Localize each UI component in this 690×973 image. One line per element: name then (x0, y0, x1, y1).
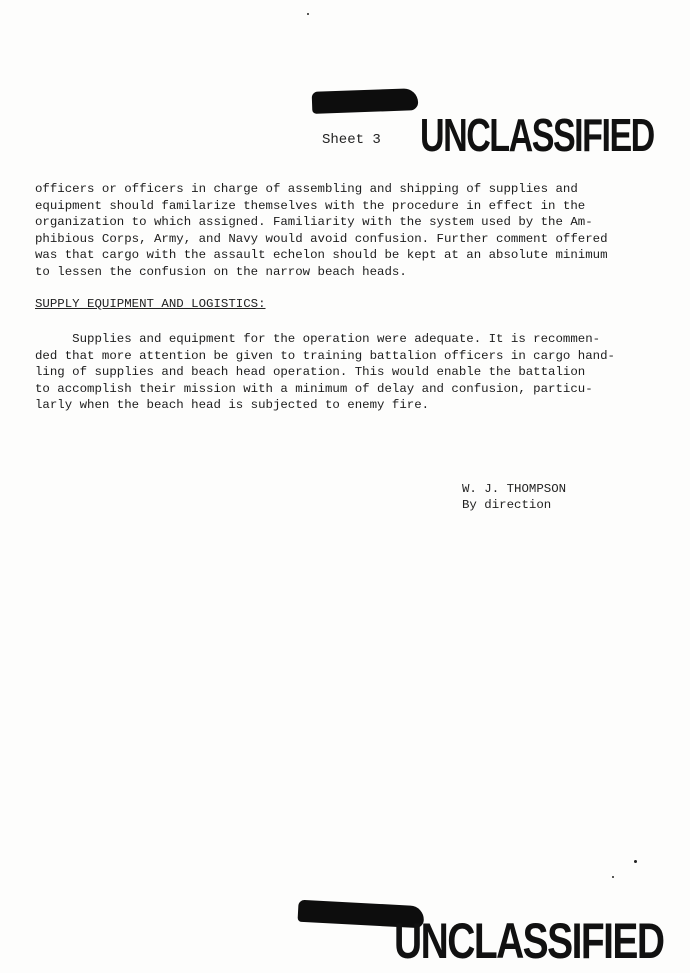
paragraph-1 (35, 181, 687, 280)
section-heading: SUPPLY EQUIPMENT AND LOGISTICS: (35, 297, 266, 311)
paragraph-line: larly when the beach head is subjected to enemy fire. (35, 398, 430, 412)
scan-speck (634, 860, 637, 863)
signature-title: By direction (462, 498, 552, 512)
paragraph-line: ded that more attention be given to training battalion officers in cargo hand- (35, 348, 615, 363)
top-redaction-bar (312, 88, 419, 114)
paragraph-line: to accomplish their mission with a minimum of delay and confusion, particu- (35, 381, 593, 396)
paragraph-2 (35, 331, 687, 414)
paragraph-line: ling of supplies and beach head operation. This would enable the battalion (35, 365, 586, 379)
paragraph-line: Supplies and equipment for the operation were adequate. It is recommen- (35, 332, 601, 346)
paragraph-line: equipment should familarize themselves with the procedure in effect in the (35, 198, 586, 213)
bottom-classification-stamp: UNCLASSIFIED (394, 913, 664, 969)
paragraph-line: to lessen the confusion on the narrow beach heads. (35, 264, 407, 279)
sheet-label: Sheet 3 (322, 132, 381, 148)
paragraph-line: was that cargo with the assault echelon should be kept at an absolute minimum (35, 248, 608, 262)
paragraph-line: officers or officers in charge of assembling and shipping of supplies and (35, 182, 578, 196)
signature-block (462, 481, 566, 513)
top-classification-stamp: UNCLASSIFIED (420, 109, 654, 161)
paragraph-line: phibious Corps, Army, and Navy would avoid confusion. Further comment offered (35, 231, 608, 246)
paragraph-line: organization to which assigned. Familiarity with the system used by the Am- (35, 215, 593, 229)
signature-name: W. J. THOMPSON (462, 482, 567, 496)
scan-speck (612, 876, 614, 878)
scan-speck (307, 13, 309, 15)
